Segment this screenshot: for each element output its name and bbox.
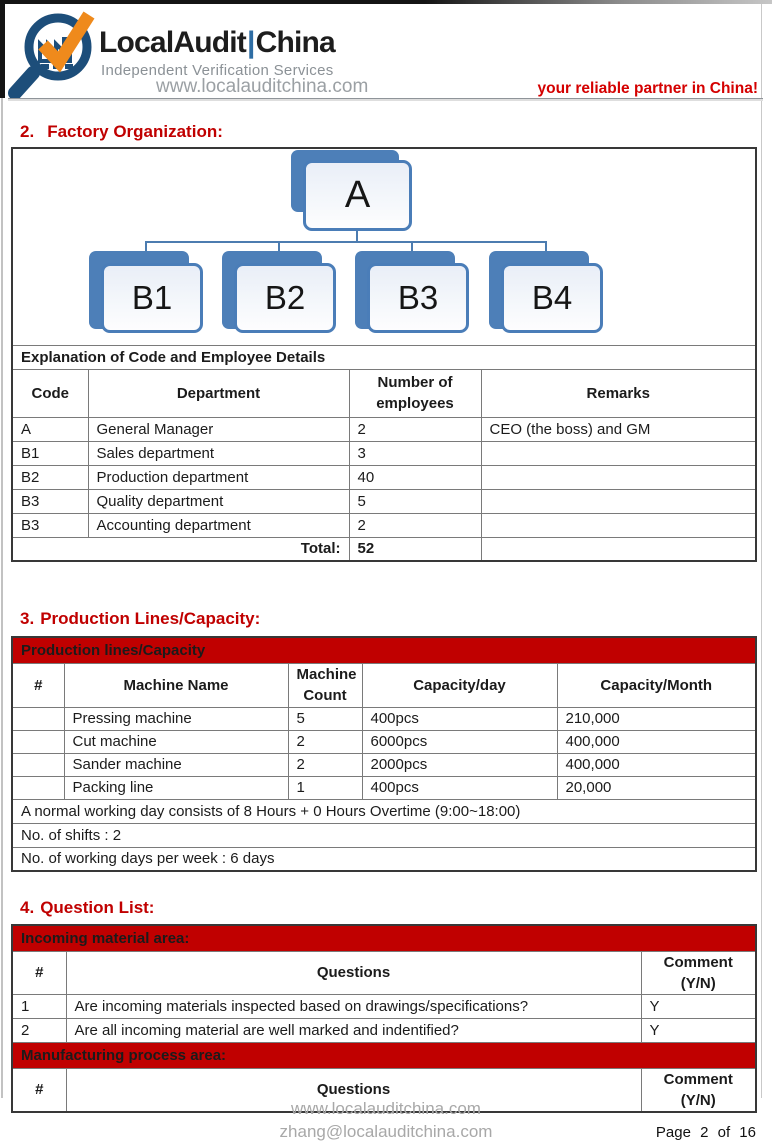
footer-email: zhang@localauditchina.com [279,1122,493,1141]
explanation-title-row [12,345,756,369]
org-chart [13,149,755,342]
cell-employees: 5 [349,489,481,513]
cell-index [12,776,64,799]
org-connector-stub [356,231,358,241]
brand-logo-icon [6,2,101,100]
note-row [12,823,756,847]
cell-remarks [481,489,756,513]
cell-employees: 2 [349,513,481,537]
cell-question: Are all incoming material are well marked and indentified? [66,1018,641,1042]
note-working-day: A normal working day consists of 8 Hours + 0 Hours Overtime (9:00~18:00) [12,799,756,823]
note-shifts: No. of shifts : 2 [12,823,756,847]
question-list-table [11,924,757,1113]
header-website: www.localauditchina.com [156,76,369,97]
col-header-index: # [12,951,66,994]
col-header-machine-name: Machine Name [64,663,288,707]
footer-website: www.localauditchina.com [291,1099,481,1118]
table-row [12,753,756,776]
section2-number: 2. [20,122,35,141]
cell-remarks: CEO (the boss) and GM [481,417,756,441]
org-connector-horizontal [146,241,547,243]
col-header-capacity-month: Capacity/Month [557,663,756,707]
band-row [12,1042,756,1068]
col-header-index: # [12,1068,66,1112]
band-title-manufacturing: Manufacturing process area: [12,1042,756,1068]
org-node-b1: B1 [101,263,203,333]
cell-code: B3 [12,513,88,537]
footer-page-number: Page 2 of 16 [655,1124,756,1141]
cell-department: Production department [88,465,349,489]
cell-department: General Manager [88,417,349,441]
col-header-code: Code [12,369,88,417]
cell-department: Sales department [88,441,349,465]
question-row [12,1018,756,1042]
cell-code: A [12,417,88,441]
note-row [12,799,756,823]
cell-code: B2 [12,465,88,489]
brand-left: LocalAudit [99,26,246,59]
brand-subtitle: Independent Verification Services [101,62,334,79]
cell-comment: Y [641,1018,756,1042]
cell-capacity-month: 400,000 [557,753,756,776]
org-connector-drop-1 [145,241,147,251]
col-header-employees: Number of employees [349,369,481,417]
cell-machine-count: 2 [288,730,362,753]
cell-index [12,730,64,753]
col-header-department: Department [88,369,349,417]
cell-remarks [481,513,756,537]
col-header-remarks: Remarks [481,369,756,417]
band-row [12,637,756,663]
section3-title: Production Lines/Capacity: [40,609,261,628]
section2-title: Factory Organization: [47,122,223,141]
col-header-questions: Questions [66,951,641,994]
col-header-machine-count: Machine Count [288,663,362,707]
table-row [12,730,756,753]
col-header-comment: Comment (Y/N) [641,951,756,994]
org-connector-drop-2 [278,241,280,251]
section4-title: Question List: [40,898,155,917]
header-divider [8,98,763,101]
question-row [12,994,756,1018]
brand-title [99,26,335,60]
section2-heading [20,123,772,140]
cell-machine-count: 5 [288,707,362,730]
org-node-b3: B3 [367,263,469,333]
cell-capacity-day: 400pcs [362,707,557,730]
table-row [12,707,756,730]
brand-separator: | [247,26,255,59]
total-value: 52 [349,537,481,561]
cell-capacity-day: 400pcs [362,776,557,799]
section4-heading [20,899,772,916]
section3-number: 3. [20,609,35,628]
table-row [12,776,756,799]
table-header-row [12,663,756,707]
table-row [12,513,756,537]
scan-edge-right [761,4,762,1098]
note-row [12,847,756,871]
note-working-days: No. of working days per week : 6 days [12,847,756,871]
cell-employees: 40 [349,465,481,489]
cell-machine-name: Pressing machine [64,707,288,730]
org-node-b4: B4 [501,263,603,333]
cell-question: Are incoming materials inspected based on drawings/specifications? [66,994,641,1018]
cell-comment: Y [641,994,756,1018]
cell-code: B1 [12,441,88,465]
cell-capacity-month: 400,000 [557,730,756,753]
table-row [12,465,756,489]
table-header-row [12,369,756,417]
cell-capacity-day: 6000pcs [362,730,557,753]
cell-machine-name: Sander machine [64,753,288,776]
cell-index: 2 [12,1018,66,1042]
section3-heading [20,610,772,627]
cell-capacity-day: 2000pcs [362,753,557,776]
cell-department: Quality department [88,489,349,513]
cell-department: Accounting department [88,513,349,537]
org-connector-drop-4 [545,241,547,251]
cell-remarks [481,465,756,489]
org-connector-drop-3 [411,241,413,251]
cell-machine-count: 2 [288,753,362,776]
cell-machine-name: Packing line [64,776,288,799]
col-header-index: # [12,663,64,707]
cell-machine-name: Cut machine [64,730,288,753]
brand-right: China [255,26,335,59]
org-node-b2: B2 [234,263,336,333]
org-chart-row [12,148,756,345]
cell-employees: 2 [349,417,481,441]
band-title: Production lines/Capacity [12,637,756,663]
header-tagline: your reliable partner in China! [537,80,758,97]
table-row [12,417,756,441]
total-row [12,537,756,561]
total-label: Total: [12,537,349,561]
cell-code: B3 [12,489,88,513]
factory-organization-table [11,147,757,562]
band-title-incoming: Incoming material area: [12,925,756,951]
org-node-root: A [303,160,412,231]
col-header-comment: Comment (Y/N) [641,1068,756,1112]
cell-index [12,707,64,730]
band-row [12,925,756,951]
scan-edge-left [1,98,3,1098]
cell-machine-count: 1 [288,776,362,799]
cell-remarks [481,441,756,465]
cell-employees: 3 [349,441,481,465]
table-row [12,489,756,513]
col-header-questions: Questions [66,1068,641,1112]
section4-number: 4. [20,898,35,917]
cell-index [12,753,64,776]
col-header-capacity-day: Capacity/day [362,663,557,707]
cell-capacity-month: 210,000 [557,707,756,730]
production-capacity-table [11,636,757,872]
cell-index: 1 [12,994,66,1018]
table-row [12,441,756,465]
table-header-row [12,951,756,994]
cell-remarks [481,537,756,561]
explanation-title: Explanation of Code and Employee Details [12,345,756,369]
cell-capacity-month: 20,000 [557,776,756,799]
page-header [0,0,772,104]
